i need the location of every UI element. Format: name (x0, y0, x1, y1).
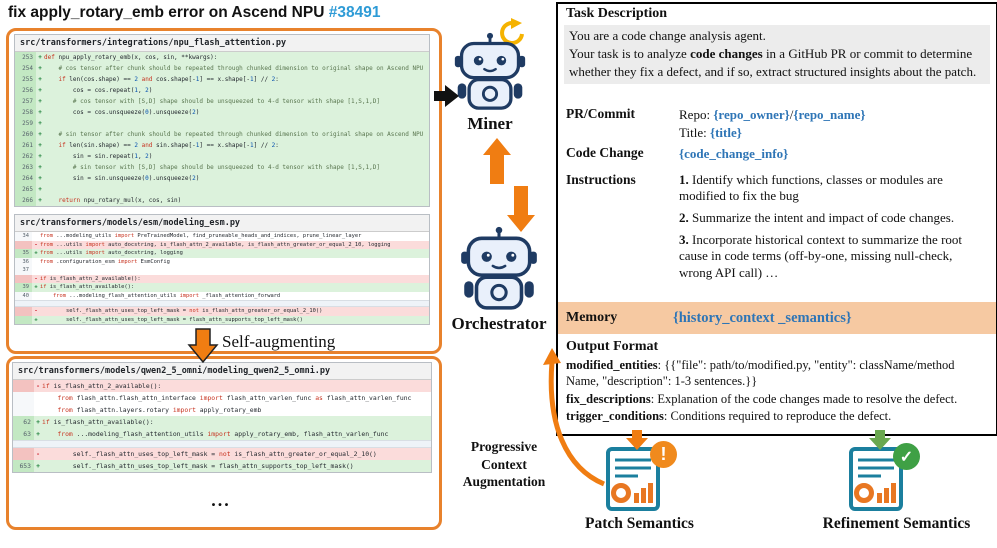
progressive-context-label: Progressive Context Augmentation (462, 439, 546, 490)
instruction-item: 2. Summarize the intent and impact of code changes. (679, 210, 955, 226)
code-line: 263 + # sin tensor with [S,D] shape should be unsqueezed to 4-d tensor with shape [1,S,1,D] (15, 162, 429, 173)
success-badge: ✓ (893, 443, 920, 470)
self-augmenting-label: Self-augmenting (222, 332, 336, 351)
code-panel-npu-flash-attention (14, 34, 430, 207)
code-change-value: {code_change_info} (679, 146, 789, 161)
code-change-label: Code Change (566, 145, 644, 160)
code-line: 256 + cos = cos.repeat(1, 2) (15, 85, 429, 96)
code-line: 259 + (15, 118, 429, 129)
code-line: + self._flash_attn_uses_top_left_mask = flash_attn_supports_top_left_mask() (15, 316, 429, 325)
code-line: - self._flash_attn_uses_top_left_mask = not is_flash_attn_greater_or_equal_2_10() (15, 307, 429, 316)
output-format-item: fix_descriptions: Explanation of the code changes made to resolve the defect. (566, 391, 958, 406)
more-code-ellipsis: ... (211, 490, 231, 510)
task-description-text: You are a code change analysis agent. Your task is to analyze code changes in a GitHub PR or commit to determine whether they fix a defect, and if so, extract structured insights about the patch. (564, 25, 990, 84)
code-line: - from ...utils import auto_docstring, is_flash_attn_2_available, is_flash_attn_greater_or_equal_2_10, logging (15, 241, 429, 250)
code-line: 255 + if len(cos.shape) == 2 and cos.shape[-1] == x.shape[-1] // 2: (15, 74, 429, 85)
code-line: 253 + def npu_apply_rotary_emb(x, cos, sin, **kwargs): (15, 52, 429, 63)
memory-value: {history_context _semantics} (673, 309, 852, 326)
warning-badge: ! (650, 441, 677, 468)
code-line: 262 + sin = sin.repeat(1, 2) (15, 151, 429, 162)
code-line: 265 + (15, 184, 429, 195)
code-panel-modeling-qwen2-5-omni (12, 362, 432, 473)
code-line: from flash_attn.flash_attn_interface import flash_attn_varlen_func as flash_attn_varlen_func (13, 392, 431, 404)
file-path-header: src/transformers/models/qwen2_5_omni/modeling_qwen2_5_omni.py (13, 363, 431, 380)
code-line: 37 (15, 266, 429, 275)
code-line: - self._flash_attn_uses_top_left_mask = not is_flash_attn_greater_or_equal_2_10() (13, 448, 431, 460)
code-line: 34 from ...modeling_utils import PreTrainedModel, find_pruneable_heads_and_indices, prune_linear_layer (15, 232, 429, 241)
pr-commit-label: PR/Commit (566, 106, 635, 121)
code-line: 40 from ...modeling_flash_attention_utils import _flash_attention_forward (15, 292, 429, 301)
code-line: 36 from .configuration_esm import EsmConfig (15, 258, 429, 267)
code-line: - if is_flash_attn_2_available(): (15, 275, 429, 284)
output-format-heading: Output Format (566, 339, 659, 354)
miner-label: Miner (467, 114, 513, 133)
refinement-semantics-label: Refinement Semantics (822, 515, 971, 532)
task-prompt-panel (556, 2, 997, 436)
diff-gap (15, 300, 429, 307)
miner-robot-icon (452, 30, 528, 114)
code-line: 39 + if is_flash_attn_available(): (15, 283, 429, 292)
code-line: 261 + if len(sin.shape) == 2 and sin.shape[-1] == x.shape[-1] // 2: (15, 140, 429, 151)
code-panel-modeling-esm (14, 214, 430, 325)
code-line: 264 + sin = sin.unsqueeze(0).unsqueeze(2) (15, 173, 429, 184)
memory-label: Memory (566, 310, 618, 325)
pr-commit-value: Repo: {repo_owner}/{repo_name} Title: {title} (679, 107, 866, 140)
instructions-list (679, 172, 981, 287)
diff-code-body (15, 52, 429, 206)
issue-title-text: fix apply_rotary_emb error on Ascend NPU (8, 4, 329, 21)
orchestrator-robot-icon (458, 224, 540, 314)
diff-gap (13, 440, 431, 448)
code-line: 254 + # cos tensor after chunk should be repeated through chunked dimension to original shape on Ascend NPU (15, 63, 429, 74)
code-line: 62 + if is_flash_attn_available(): (13, 416, 431, 428)
issue-number: #38491 (328, 4, 381, 21)
code-line: 653 + self._flash_attn_uses_top_left_mask = flash_attn_supports_top_left_mask() (13, 460, 431, 472)
code-line: - if is_flash_attn_2_available(): (13, 380, 431, 392)
orchestrator-to-miner-up-arrow (483, 138, 511, 184)
diff-code-body (15, 232, 429, 324)
orchestrator-label: Orchestrator (451, 314, 547, 333)
instruction-item: 3. Incorporate historical context to summarize the root cause in code terms (off-by-one, missing null-check, wrong API call) … (679, 232, 963, 280)
output-format-item: trigger_conditions: Conditions required to reproduce the defect. (566, 409, 892, 424)
file-path-header: src/transformers/models/esm/modeling_esm.py (15, 215, 429, 232)
output-format-list (566, 358, 990, 427)
code-line: from flash_attn.layers.rotary import apply_rotary_emb (13, 404, 431, 416)
file-path-header: src/transformers/integrations/npu_flash_attention.py (15, 35, 429, 52)
task-description-heading: Task Description (566, 6, 668, 21)
memory-row (558, 302, 996, 334)
output-format-item: modified_entities: {{"file": path/to/modified.py, "entity": className/method Name, "description": 1-3 sentences.}} (566, 358, 955, 388)
code-line: 260 + # sin tensor after chunk should be repeated through chunked dimension to original shape on Ascend NPU (15, 129, 429, 140)
instruction-item: 1. Identify which functions, classes or modules are modified to fix the bug (679, 172, 943, 204)
patch-semantics-label: Patch Semantics (585, 515, 694, 532)
code-line: 266 + return npu_rotary_mul(x, cos, sin) (15, 195, 429, 206)
instructions-label: Instructions (566, 172, 636, 187)
code-line: 35 + from ...utils import auto_docstring, logging (15, 249, 429, 258)
diff-code-body (13, 380, 431, 472)
code-line: 258 + cos = cos.unsqueeze(0).unsqueeze(2) (15, 107, 429, 118)
code-line: 257 + # cos tensor with [S,D] shape should be unsqueezed to 4-d tensor with shape [1,S,1,D] (15, 96, 429, 107)
code-line: 63 + from ...modeling_flash_attention_utils import apply_rotary_emb, flash_attn_varlen_func (13, 428, 431, 440)
page-title (8, 4, 380, 22)
